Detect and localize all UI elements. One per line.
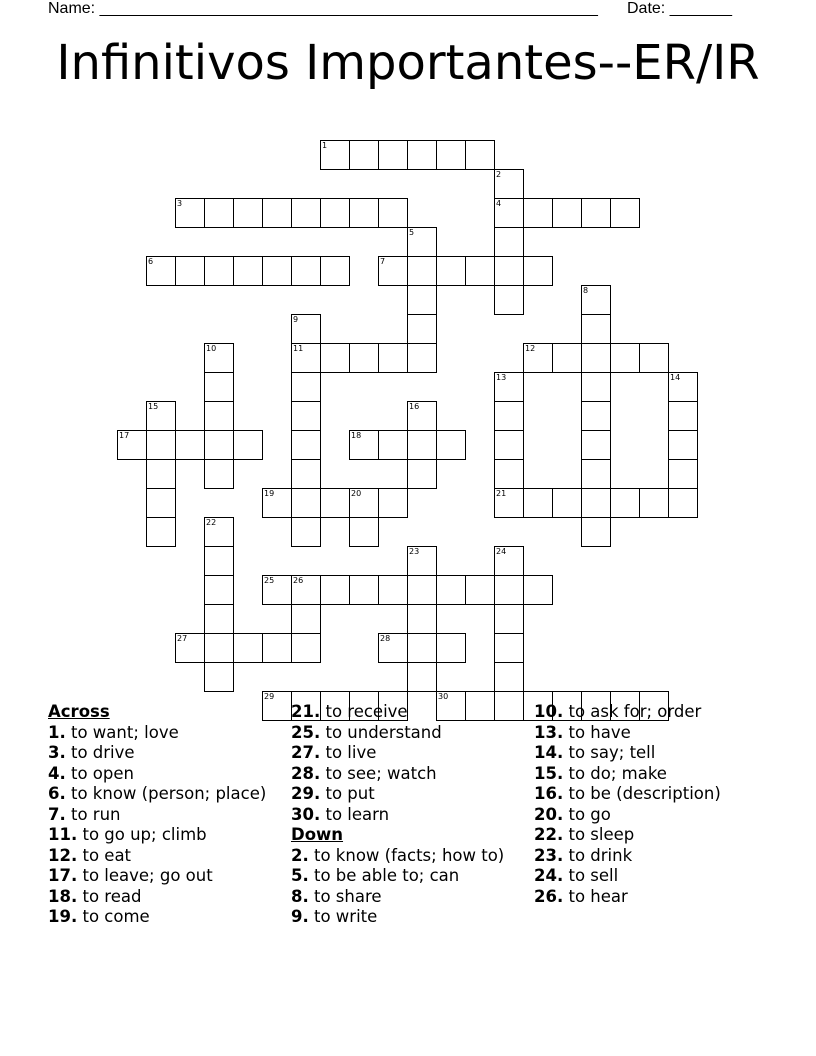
clue-num: 26. <box>534 886 564 906</box>
clue-text: to run <box>65 804 121 824</box>
clue-number: 29 <box>264 692 275 701</box>
clue-number: 9 <box>293 315 299 324</box>
grid-cell[interactable] <box>146 459 176 489</box>
grid-cell[interactable] <box>407 343 437 373</box>
grid-cell[interactable] <box>146 256 176 286</box>
clue-number: 13 <box>496 373 507 382</box>
grid-cell[interactable] <box>291 575 321 605</box>
grid-cell[interactable] <box>407 140 437 170</box>
grid-cell[interactable] <box>407 662 437 692</box>
clue <box>48 866 278 887</box>
clue-number: 23 <box>409 547 420 556</box>
grid-cell[interactable] <box>349 430 379 460</box>
grid-cell[interactable] <box>378 575 408 605</box>
clue-text: to do; make <box>563 763 667 783</box>
clues-column-2 <box>291 702 516 928</box>
grid-cell[interactable] <box>610 198 640 228</box>
grid-cell[interactable] <box>204 372 234 402</box>
grid-cell[interactable] <box>262 198 292 228</box>
grid-cell[interactable] <box>233 198 263 228</box>
grid-cell[interactable] <box>233 633 263 663</box>
grid-cell[interactable] <box>668 430 698 460</box>
grid-cell[interactable] <box>407 604 437 634</box>
clue <box>534 866 774 887</box>
clue-number: 1 <box>322 141 328 150</box>
clues-column-1 <box>48 702 278 928</box>
grid-cell[interactable] <box>668 401 698 431</box>
clue-num: 9. <box>291 907 309 926</box>
grid-cell[interactable] <box>407 633 437 663</box>
grid-cell[interactable] <box>204 459 234 489</box>
grid-cell[interactable] <box>378 140 408 170</box>
grid-cell[interactable] <box>320 256 350 286</box>
grid-cell[interactable] <box>581 198 611 228</box>
clue-num: 20. <box>534 804 564 824</box>
grid-cell[interactable] <box>436 633 466 663</box>
grid-cell[interactable] <box>581 314 611 344</box>
clue-number: 4 <box>496 199 502 208</box>
name-field[interactable]: Name: ________________________________________________________ <box>48 0 598 17</box>
grid-cell[interactable] <box>494 604 524 634</box>
grid-cell[interactable] <box>378 633 408 663</box>
grid-cell[interactable] <box>291 430 321 460</box>
clue-text: to put <box>320 784 375 803</box>
grid-cell[interactable] <box>581 459 611 489</box>
grid-cell[interactable] <box>291 343 321 373</box>
grid-cell[interactable] <box>378 198 408 228</box>
grid-cell[interactable] <box>291 256 321 286</box>
grid-cell[interactable] <box>291 488 321 518</box>
clue-num: 28. <box>291 763 321 783</box>
grid-cell[interactable] <box>610 488 640 518</box>
grid-cell[interactable] <box>146 517 176 547</box>
grid-cell[interactable] <box>175 198 205 228</box>
grid-cell[interactable] <box>291 459 321 489</box>
grid-cell[interactable] <box>581 517 611 547</box>
grid-cell[interactable] <box>175 633 205 663</box>
grid-cell[interactable] <box>523 575 553 605</box>
grid-cell[interactable] <box>668 372 698 402</box>
grid-cell[interactable] <box>320 343 350 373</box>
clue <box>534 702 774 723</box>
clue-number: 2 <box>496 170 502 179</box>
clue-text: to write <box>308 907 378 926</box>
clue-text: to receive <box>320 702 408 721</box>
grid-cell[interactable] <box>407 314 437 344</box>
grid-cell[interactable] <box>291 633 321 663</box>
down-clue-list <box>291 846 516 928</box>
clue-num: 30. <box>291 804 321 824</box>
clue-number: 26 <box>293 576 304 585</box>
clue-num: 24. <box>534 866 564 885</box>
grid-cell[interactable] <box>494 198 524 228</box>
grid-cell[interactable] <box>146 430 176 460</box>
grid-cell[interactable] <box>349 198 379 228</box>
grid-cell[interactable] <box>349 575 379 605</box>
grid-cell[interactable] <box>581 488 611 518</box>
clue-number: 6 <box>148 257 154 266</box>
grid-cell[interactable] <box>465 256 495 286</box>
grid-cell[interactable] <box>175 430 205 460</box>
date-field[interactable]: Date: _______ <box>627 0 732 17</box>
clue-number: 5 <box>409 228 415 237</box>
clue-number: 21 <box>496 489 507 498</box>
grid-cell[interactable] <box>349 140 379 170</box>
clue <box>534 825 774 846</box>
grid-cell[interactable] <box>494 488 524 518</box>
grid-cell[interactable] <box>291 517 321 547</box>
clue-text: to drink <box>563 845 633 865</box>
grid-cell[interactable] <box>204 517 234 547</box>
clue-text: to hear <box>563 886 628 906</box>
clue-number: 28 <box>380 634 391 643</box>
clue-number: 16 <box>409 402 420 411</box>
clue-text: to come <box>77 907 150 926</box>
clue <box>291 702 516 723</box>
clue-text: to be able to; can <box>308 866 460 885</box>
clue-num: 17. <box>48 866 78 885</box>
grid-cell[interactable] <box>581 401 611 431</box>
clue-text: to know (facts; how to) <box>308 845 505 865</box>
down-clue-list-continued <box>534 702 774 907</box>
grid-cell[interactable] <box>639 343 669 373</box>
clue-text: to eat <box>77 845 132 865</box>
grid-cell[interactable] <box>436 140 466 170</box>
grid-cell[interactable] <box>378 343 408 373</box>
clue-num: 23. <box>534 845 564 865</box>
clue-number: 11 <box>293 344 304 353</box>
clue-number: 17 <box>119 431 130 440</box>
grid-cell[interactable] <box>320 488 350 518</box>
clue-number: 10 <box>206 344 217 353</box>
grid-cell[interactable] <box>581 372 611 402</box>
clue-num: 1. <box>48 722 66 742</box>
grid-cell[interactable] <box>262 575 292 605</box>
clue-text: to sell <box>563 866 619 885</box>
clue-num: 16. <box>534 784 564 803</box>
grid-cell[interactable] <box>407 285 437 315</box>
clue-text: to be (description) <box>563 784 721 803</box>
clue-text: to say; tell <box>563 743 656 762</box>
grid-cell[interactable] <box>233 430 263 460</box>
clue-text: to open <box>65 763 134 783</box>
grid-cell[interactable] <box>407 227 437 257</box>
clue-num: 19. <box>48 907 78 926</box>
clue-number: 22 <box>206 518 217 527</box>
clue <box>534 723 774 744</box>
grid-cell[interactable] <box>494 575 524 605</box>
grid-cell[interactable] <box>291 314 321 344</box>
clue <box>534 764 774 785</box>
clue-num: 12. <box>48 845 78 865</box>
clue-num: 22. <box>534 825 564 844</box>
clue-number: 7 <box>380 257 386 266</box>
grid-cell[interactable] <box>378 488 408 518</box>
grid-cell[interactable] <box>494 169 524 199</box>
page-title: Infinitivos Importantes--ER/IR <box>56 35 760 91</box>
grid-cell[interactable] <box>204 401 234 431</box>
grid-cell[interactable] <box>523 198 553 228</box>
clue <box>534 887 774 908</box>
grid-cell[interactable] <box>494 401 524 431</box>
grid-cell[interactable] <box>465 140 495 170</box>
grid-cell[interactable] <box>407 430 437 460</box>
clue-num: 18. <box>48 886 78 906</box>
clue-number: 18 <box>351 431 362 440</box>
grid-cell[interactable] <box>639 488 669 518</box>
clue-number: 25 <box>264 576 275 585</box>
clue-text: to read <box>77 886 142 906</box>
clue-num: 29. <box>291 784 321 803</box>
across-clue-list <box>48 723 278 928</box>
clue-num: 5. <box>291 866 309 885</box>
grid-cell[interactable] <box>204 633 234 663</box>
clue-num: 4. <box>48 763 66 783</box>
grid-cell[interactable] <box>204 256 234 286</box>
grid-cell[interactable] <box>581 430 611 460</box>
down-heading: Down <box>291 825 344 844</box>
grid-cell[interactable] <box>204 430 234 460</box>
grid-cell[interactable] <box>204 343 234 373</box>
clue <box>48 907 278 928</box>
grid-cell[interactable] <box>523 256 553 286</box>
grid-cell[interactable] <box>552 198 582 228</box>
clue <box>534 846 774 867</box>
grid-cell[interactable] <box>204 662 234 692</box>
grid-cell[interactable] <box>291 372 321 402</box>
grid-cell[interactable] <box>465 575 495 605</box>
grid-cell[interactable] <box>494 430 524 460</box>
clue-num: 8. <box>291 886 309 906</box>
grid-cell[interactable] <box>349 488 379 518</box>
clue-number: 15 <box>148 402 159 411</box>
clue-number: 8 <box>583 286 589 295</box>
grid-cell[interactable] <box>204 198 234 228</box>
clue-num: 2. <box>291 845 309 865</box>
grid-cell[interactable] <box>291 198 321 228</box>
clue-number: 30 <box>438 692 449 701</box>
grid-cell[interactable] <box>494 633 524 663</box>
grid-cell[interactable] <box>378 256 408 286</box>
grid-cell[interactable] <box>407 256 437 286</box>
clue-text: to sleep <box>563 825 635 844</box>
clue-num: 3. <box>48 743 66 762</box>
grid-cell[interactable] <box>320 140 350 170</box>
grid-cell[interactable] <box>233 256 263 286</box>
clue <box>48 825 278 846</box>
clue-num: 15. <box>534 763 564 783</box>
grid-cell[interactable] <box>291 604 321 634</box>
grid-cell[interactable] <box>146 401 176 431</box>
clue <box>291 764 516 785</box>
clue-text: to know (person; place) <box>65 784 267 803</box>
grid-cell[interactable] <box>349 517 379 547</box>
clue-text: to ask for; order <box>563 702 702 721</box>
grid-cell[interactable] <box>204 546 234 576</box>
grid-cell[interactable] <box>407 546 437 576</box>
clue-num: 27. <box>291 743 321 762</box>
clue-num: 6. <box>48 784 66 803</box>
grid-cell[interactable] <box>436 575 466 605</box>
clue-num: 13. <box>534 722 564 742</box>
clue <box>48 723 278 744</box>
grid-cell[interactable] <box>581 285 611 315</box>
clue-text: to share <box>308 886 382 906</box>
grid-cell[interactable] <box>262 488 292 518</box>
clue <box>291 743 516 764</box>
clue-text: to drive <box>65 743 135 762</box>
grid-cell[interactable] <box>523 343 553 373</box>
clue <box>291 723 516 744</box>
clue <box>291 887 516 908</box>
clue-num: 7. <box>48 804 66 824</box>
grid-cell[interactable] <box>320 575 350 605</box>
clue-number: 14 <box>670 373 681 382</box>
grid-cell[interactable] <box>407 459 437 489</box>
clue <box>48 764 278 785</box>
grid-cell[interactable] <box>262 633 292 663</box>
clue <box>534 743 774 764</box>
clue <box>291 866 516 887</box>
clue <box>291 805 516 826</box>
clue <box>291 907 516 928</box>
clue-text: to go <box>563 804 611 824</box>
clues-column-3 <box>534 702 774 907</box>
clue <box>48 846 278 867</box>
grid-cell[interactable] <box>494 662 524 692</box>
clue-number: 12 <box>525 344 536 353</box>
clue-text: to understand <box>320 722 442 742</box>
grid-cell[interactable] <box>494 285 524 315</box>
clue-number: 24 <box>496 547 507 556</box>
clue <box>291 846 516 867</box>
grid-cell[interactable] <box>494 546 524 576</box>
clue-text: to leave; go out <box>77 866 213 885</box>
grid-cell[interactable] <box>523 488 553 518</box>
clue-number: 3 <box>177 199 183 208</box>
grid-cell[interactable] <box>204 604 234 634</box>
grid-cell[interactable] <box>552 488 582 518</box>
clue-text: to learn <box>320 804 390 824</box>
clue <box>291 784 516 805</box>
grid-cell[interactable] <box>436 256 466 286</box>
clue-text: to want; love <box>65 722 179 742</box>
grid-cell[interactable] <box>320 198 350 228</box>
grid-cell[interactable] <box>146 488 176 518</box>
grid-cell[interactable] <box>610 343 640 373</box>
clue-number: 19 <box>264 489 275 498</box>
across-clue-list-continued <box>291 702 516 825</box>
grid-cell[interactable] <box>552 343 582 373</box>
clue <box>534 805 774 826</box>
clue <box>534 784 774 805</box>
grid-cell[interactable] <box>175 256 205 286</box>
clue-num: 14. <box>534 743 564 762</box>
grid-cell[interactable] <box>291 401 321 431</box>
grid-cell[interactable] <box>407 575 437 605</box>
grid-cell[interactable] <box>204 575 234 605</box>
grid-cell[interactable] <box>494 372 524 402</box>
grid-cell[interactable] <box>349 343 379 373</box>
clue <box>48 743 278 764</box>
clue-text: to see; watch <box>320 763 437 783</box>
grid-cell[interactable] <box>668 459 698 489</box>
clue-num: 21. <box>291 702 321 721</box>
grid-cell[interactable] <box>668 488 698 518</box>
clue <box>48 887 278 908</box>
grid-cell[interactable] <box>494 459 524 489</box>
clue <box>48 805 278 826</box>
grid-cell[interactable] <box>581 343 611 373</box>
grid-cell[interactable] <box>378 430 408 460</box>
clue-num: 11. <box>48 825 78 844</box>
clue-text: to have <box>563 722 631 742</box>
grid-cell[interactable] <box>494 227 524 257</box>
clue-text: to go up; climb <box>77 825 207 844</box>
clue <box>48 784 278 805</box>
clue-number: 20 <box>351 489 362 498</box>
clue-text: to live <box>320 743 377 762</box>
clue-num: 25. <box>291 722 321 742</box>
clue-num: 10. <box>534 702 564 721</box>
across-heading: Across <box>48 702 110 721</box>
grid-cell[interactable] <box>117 430 147 460</box>
grid-cell[interactable] <box>262 256 292 286</box>
grid-cell[interactable] <box>407 401 437 431</box>
clue-number: 27 <box>177 634 188 643</box>
grid-cell[interactable] <box>494 256 524 286</box>
grid-cell[interactable] <box>436 430 466 460</box>
